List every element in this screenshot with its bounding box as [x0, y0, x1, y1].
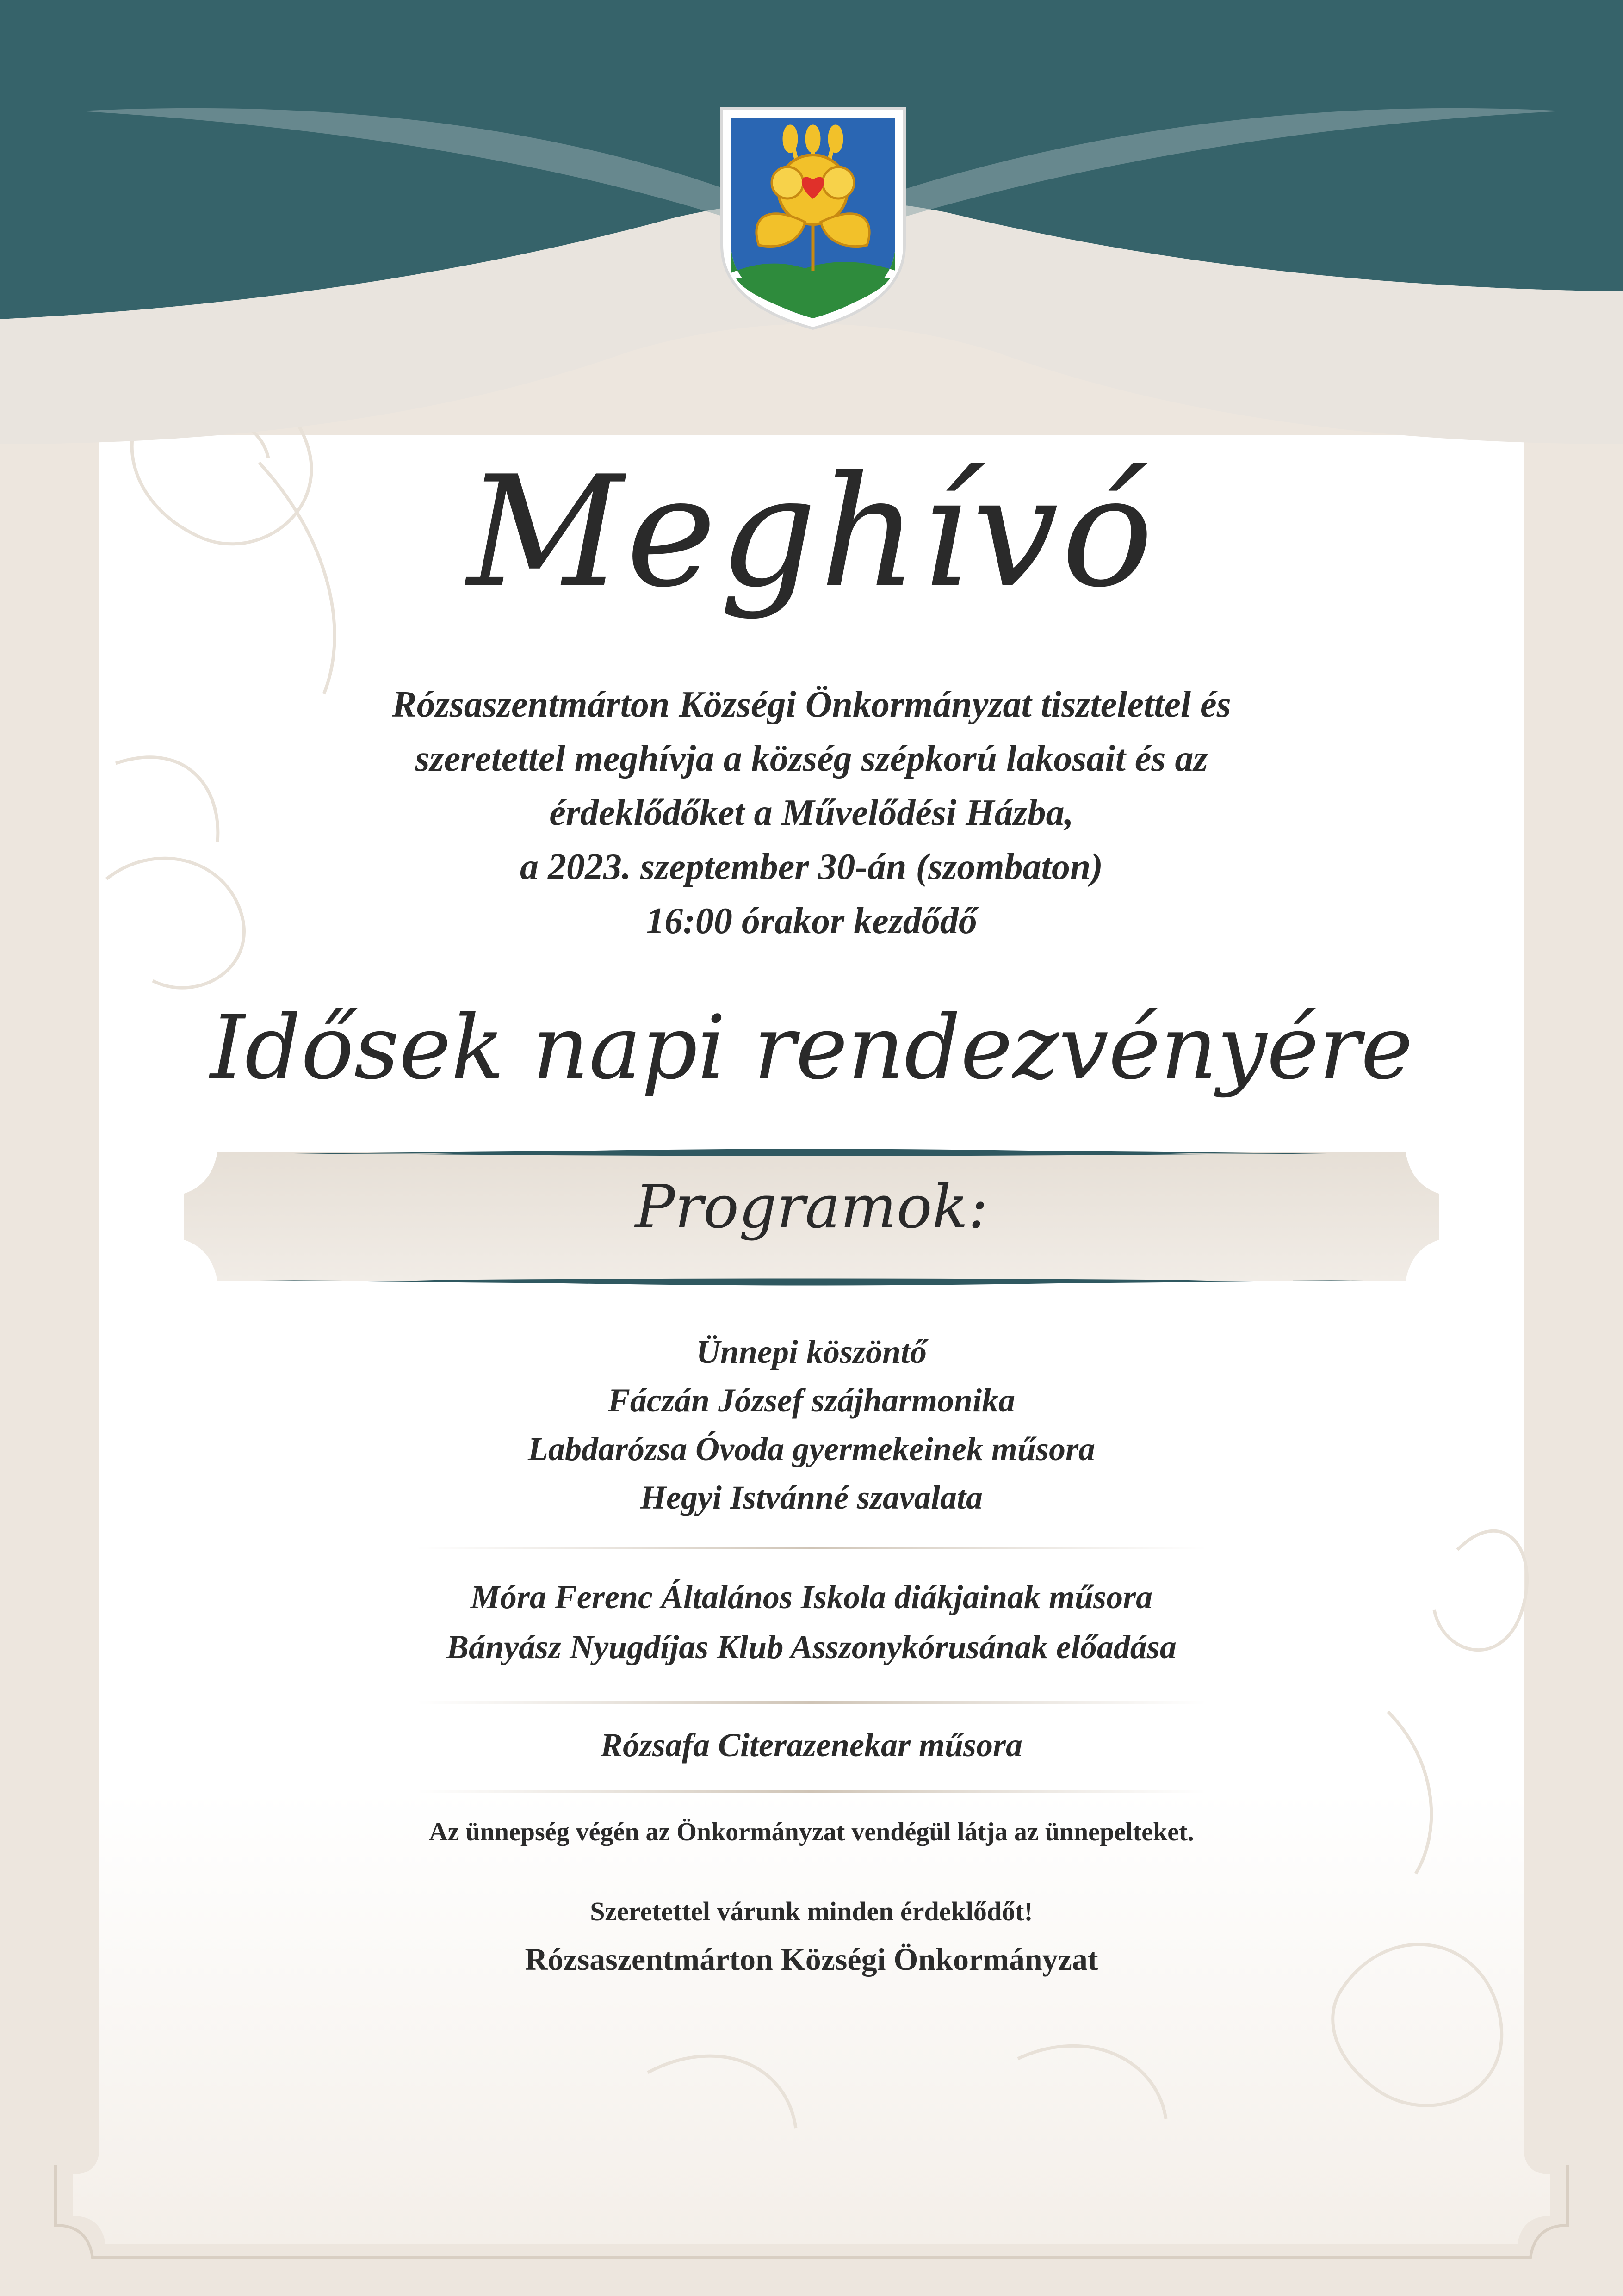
program-item: Hegyi Istvánné szavalata	[640, 1479, 983, 1516]
intro-line: a 2023. szeptember 30-án (szombaton)	[520, 847, 1103, 887]
program-item: Ünnepi köszöntő	[696, 1333, 927, 1370]
closing-note: Az ünnepség végén az Önkormányzat vendégül látja az ünnepelteket.	[429, 1818, 1194, 1846]
intro-line: Rózsaszentmárton Községi Önkormányzat tisztelettel és	[392, 684, 1231, 725]
event-title: Idősek napi rendezvényére	[210, 996, 1413, 1099]
invitation-title: Meghívó	[467, 443, 1156, 621]
divider-line	[416, 1790, 1207, 1793]
intro-line: szeretettel meghívja a község szépkorú lakosait és az	[415, 738, 1208, 779]
intro-line: 16:00 órakor kezdődő	[646, 901, 977, 941]
intro-paragraph	[0, 678, 1623, 948]
program-item: Labdarózsa Óvoda gyermekeinek műsora	[528, 1430, 1095, 1467]
intro-line: érdeklődőket a Művelődési Házba,	[549, 792, 1074, 833]
welcome-text: Szeretettel várunk minden érdeklődőt!	[590, 1896, 1033, 1926]
program-item: Bányász Nyugdíjas Klub Asszonykórusának előadása	[446, 1628, 1177, 1665]
program-item: Móra Ferenc Általános Iskola diákjainak műsora	[470, 1578, 1153, 1615]
programs-heading: Programok:	[635, 1173, 988, 1242]
program-item: Rózsafa Citerazenekar műsora	[600, 1727, 1023, 1764]
divider-line	[416, 1701, 1207, 1704]
program-item: Fáczán József szájharmonika	[607, 1382, 1016, 1419]
divider-line	[416, 1547, 1207, 1549]
signature: Rózsaszentmárton Községi Önkormányzat	[525, 1942, 1098, 1977]
coat-of-arms	[722, 109, 904, 328]
